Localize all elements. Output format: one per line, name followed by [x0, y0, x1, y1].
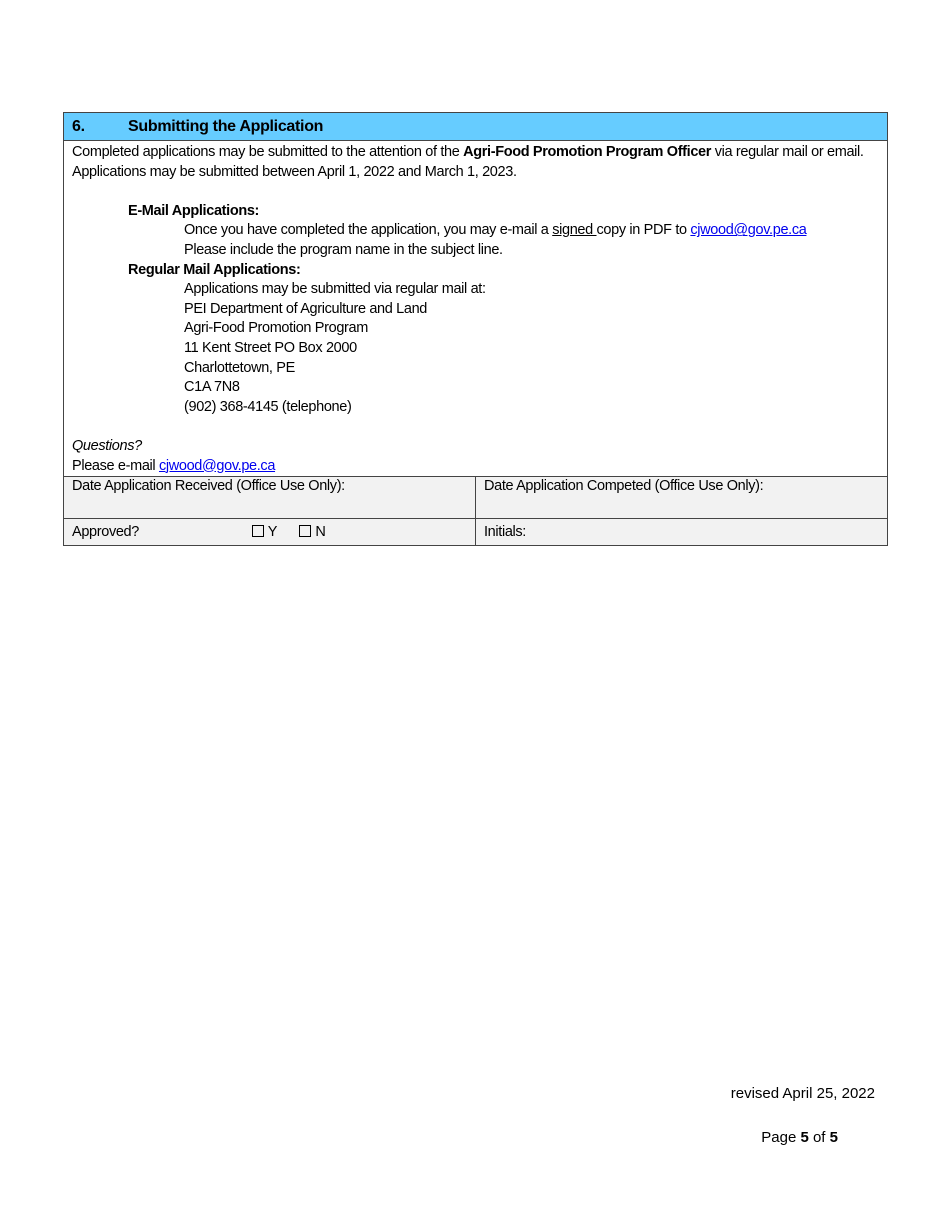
- no-label: N: [315, 524, 326, 541]
- questions-contact: [72, 457, 879, 477]
- approved-field: [64, 519, 476, 545]
- office-row-dates: [64, 476, 887, 518]
- page-number: [761, 1129, 838, 1146]
- section-header: [64, 113, 887, 141]
- questions-label: Questions?: [72, 437, 142, 454]
- questions-pre: Please e-mail: [72, 457, 159, 474]
- mail-line: C1A 7N8: [184, 379, 240, 396]
- section-title: Submitting the Application: [128, 118, 324, 135]
- office-row-approval: [64, 518, 887, 545]
- yes-label: Y: [267, 524, 278, 541]
- intro-post: via regular mail or email.: [711, 144, 864, 160]
- date-received-field: Date Application Received (Office Use Only):: [64, 477, 476, 518]
- page-of: of: [808, 1129, 830, 1146]
- email-signed: signed: [552, 222, 597, 239]
- email-link[interactable]: cjwood@gov.pe.ca: [690, 222, 807, 239]
- mail-line: (902) 368-4145 (telephone): [184, 398, 352, 415]
- mail-line: Charlottetown, PE: [184, 359, 295, 376]
- intro-line2: Applications may be submitted between April 1, 2022 and March 1, 2023.: [72, 163, 517, 180]
- mail-line: 11 Kent Street PO Box 2000: [184, 339, 357, 356]
- page-current: 5: [800, 1129, 809, 1146]
- approved-label: Approved?: [72, 524, 139, 541]
- intro-pre: Completed applications may be submitted to the attention of the: [72, 144, 464, 160]
- mail-line: Applications may be submitted via regular mail at:: [184, 281, 486, 298]
- checkbox-yes[interactable]: [252, 525, 264, 537]
- intro-text: [72, 143, 879, 163]
- email-pre: Once you have completed the application, you may e-mail a: [184, 222, 553, 239]
- email-line2: Please include the program name in the subject line.: [184, 241, 503, 258]
- revision-date: revised April 25, 2022: [730, 1085, 875, 1102]
- questions-email-link[interactable]: cjwood@gov.pe.ca: [158, 457, 276, 474]
- page-total: 5: [829, 1129, 838, 1146]
- date-completed-field: Date Application Competed (Office Use Only):: [484, 478, 764, 495]
- section-number: 6.: [72, 118, 85, 135]
- initials-field: Initials:: [484, 524, 526, 541]
- email-post: copy in PDF to: [596, 222, 691, 239]
- intro-bold: Agri-Food Promotion Program Officer: [463, 144, 712, 160]
- email-instructions: [72, 221, 879, 241]
- page-pre: Page: [761, 1129, 801, 1146]
- section-body: [64, 141, 887, 476]
- email-heading: E-Mail Applications:: [128, 202, 260, 219]
- mail-heading: Regular Mail Applications:: [128, 261, 301, 278]
- checkbox-no[interactable]: [299, 525, 311, 537]
- submission-section: [63, 112, 888, 546]
- mail-line: Agri-Food Promotion Program: [184, 320, 368, 337]
- mail-line: PEI Department of Agriculture and Land: [184, 300, 428, 317]
